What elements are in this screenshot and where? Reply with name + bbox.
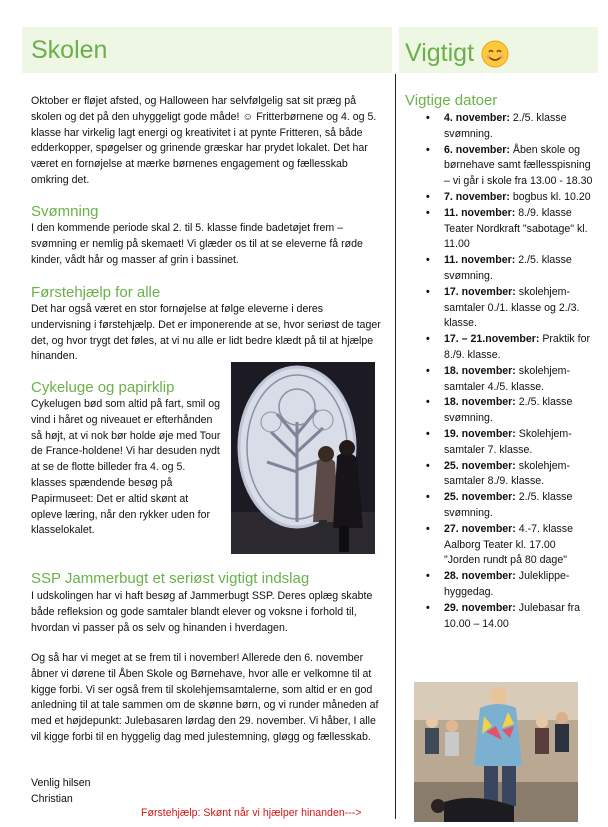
date-text: skolehjem-samtaler 4./5. klasse.	[444, 364, 571, 393]
list-item	[424, 601, 594, 633]
signoff: Venlig hilsen	[31, 777, 91, 789]
date-text: 2./5. klasse svømning.	[444, 254, 572, 282]
forstehjaelp-illustration	[414, 682, 578, 822]
date-text: Åben skole og børnehave samt fællesspisning – vi går i skole fra 13.00 - 18.30	[444, 143, 593, 188]
section-heading-svomning: Svømning	[31, 203, 99, 220]
date-label: 11. november:	[444, 206, 516, 219]
date-text: Julebasar fra 10.00 – 14.00	[444, 601, 581, 630]
list-item	[424, 190, 594, 206]
section-text-ssp: I udskolingen har vi haft besøg af Jammerbugt SSP. Deres oplæg skabte både refleksion og gode samtaler blandt elever og voksne i forhold til, hvordan vi passer på os selv og hinanden i hverdagen.	[31, 590, 373, 634]
sidebar-title-text: Vigtigt	[405, 39, 475, 67]
list-item	[424, 111, 594, 143]
date-text: Juleklippe-hyggedag.	[444, 570, 570, 598]
smiley-icon	[481, 40, 509, 68]
list-item	[424, 490, 594, 522]
date-label: 28. november:	[444, 570, 516, 583]
date-label: 11. november:	[444, 254, 516, 267]
date-label: 18. november:	[444, 364, 516, 377]
sidebar-title	[405, 38, 509, 68]
date-text: skolehjem-samtaler 8./9. klasse.	[444, 459, 571, 488]
section-heading-forstehjaelp: Førstehjælp for alle	[31, 284, 161, 301]
date-label: 6. november:	[444, 143, 510, 156]
list-item	[424, 206, 594, 253]
section-heading-ssp: SSP Jammerbugt et seriøst vigtigt indslag	[31, 570, 310, 587]
dates-list	[424, 111, 594, 632]
date-text: 2./5. klasse svømning.	[444, 491, 573, 519]
date-text: 8./9. klasse Teater Nordkraft "sabotage" kl. 11.00	[444, 206, 588, 251]
date-label: 27. november:	[444, 522, 516, 535]
section-text-svomning: I den kommende periode skal 2. til 5. klasse finde badetøjet frem – svømning er nemlig på skemaet! Vi glæder os til at se eleverne få røde kinder, vådt hår og masser af grin i bassinet.	[31, 222, 363, 266]
intro-paragraph: Oktober er fløjet afsted, og Halloween har selvfølgelig sat sit præg på skolen og det på den uhyggeligt gode måde! ☺ Fritterbørnene og 4. og 5. klasse har virkelig lagt energi og kreativitet i at pynte Fritteren, så både edderkopper, spøgelser og grinende græskar har prydet lokalet. Det har været en fornøjelse at mærke børnenes engagement og fællesskab omkring det.	[31, 95, 377, 186]
date-label: 29. november:	[444, 601, 516, 614]
date-text: 2./5. klasse svømning.	[444, 112, 567, 140]
date-text: 4.-7. klasse Aalborg Teater kl. 17.00 "Jorden rundt på 80 dage"	[444, 522, 573, 567]
date-text: Praktik for 8./9. klasse.	[444, 333, 591, 361]
date-text: 2./5. klasse svømning.	[444, 396, 573, 425]
date-label: 17. november:	[444, 285, 516, 298]
list-item	[424, 522, 594, 569]
date-text: skolehjem-samtaler 0./1. klasse og 2./3. klasse.	[444, 285, 580, 330]
list-item	[424, 143, 594, 190]
page-title: Skolen	[31, 36, 108, 64]
list-item	[424, 427, 594, 459]
date-label: 4. november:	[444, 112, 510, 124]
date-label: 18. november:	[444, 396, 516, 409]
papirmuseum-illustration	[231, 362, 375, 554]
papirmuseum-photo	[231, 362, 375, 554]
date-text: bogbus kl. 10.20	[509, 190, 591, 203]
date-label: 25. november:	[444, 459, 516, 472]
photo-caption: Førstehjælp: Skønt når vi hjælper hinanden--->	[141, 807, 362, 819]
list-item	[424, 332, 594, 364]
closing-paragraph: Og så har vi meget at se frem til i november! Allerede den 6. november åbner vi dørene til Åben Skole og Børnehave, hvor alle er velkomne til at kigge forbi. Vi ser også frem til skolehjemsamtalerne, som altid er en god anledning til at tale sammen om de skønne børn, og vi runder måneden af med et højdepunkt: Julebasaren lørdag den 29. november. Vi håber, I alle vil kigge forbi til en hyggelig dag med julestemning, gløgg og fællesskab.	[31, 652, 379, 743]
section-text-cykeluge: Cykelugen bød som altid på fart, smil og vind i håret og niveauet er efterhånden så højt, at vi nok bør holde øje med Tour de France-holdene! Vi har desuden nydt at se de flotte billeder fra 4. og 5. klasses spændende besøg på Papirmuseet: Det er altid skønt at opleve læring, når den rykker uden for klasselokalet.	[31, 398, 221, 537]
list-item	[424, 459, 594, 491]
date-label: 7. november:	[444, 190, 510, 203]
list-item	[424, 395, 594, 427]
column-divider	[395, 74, 396, 819]
date-label: 19. november:	[444, 427, 516, 440]
section-heading-cykeluge: Cykeluge og papirklip	[31, 379, 175, 396]
signature: Christian	[31, 793, 73, 805]
section-text-forstehjaelp: Det har også været en stor fornøjelse at følge eleverne i deres undervisning i førstehjælp. Det er imponerende at se, hvor seriøst de tager det, og hvor trygt det føles, at vi nu alle er lidt bedre klædt på til at hjælpe hinanden.	[31, 303, 381, 363]
date-text: Skolehjem-samtaler 7. klasse.	[444, 427, 572, 456]
dates-heading: Vigtige datoer	[405, 92, 498, 109]
date-label: 17. – 21.november:	[444, 333, 540, 346]
date-label: 25. november:	[444, 491, 516, 504]
list-item	[424, 285, 594, 332]
list-item	[424, 253, 594, 285]
list-item	[424, 364, 594, 396]
list-item	[424, 569, 594, 601]
forstehjaelp-photo	[414, 682, 578, 822]
